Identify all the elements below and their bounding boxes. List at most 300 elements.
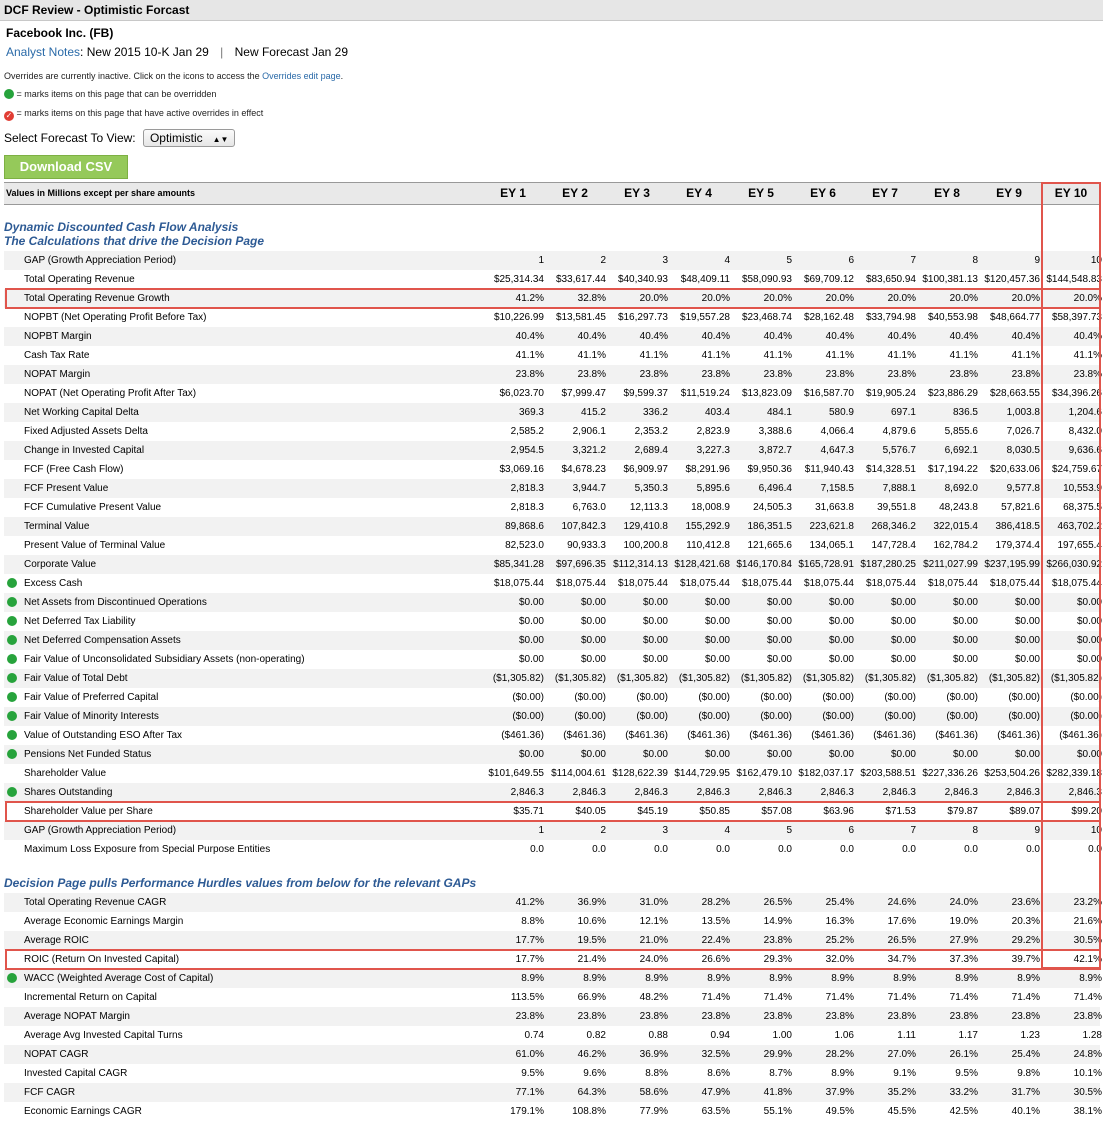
- cell-ey10: 42.1%: [1073, 954, 1102, 965]
- legend-red-text: = marks items on this page that have active overrides in effect: [16, 108, 264, 118]
- cell-ey9: 386,418.5: [995, 521, 1040, 532]
- cell-ey5: 40.4%: [763, 331, 792, 342]
- cell-ey2: $114,004.61: [551, 768, 606, 779]
- cell-ey9: $48,664.77: [989, 312, 1040, 323]
- cell-ey5: 71.4%: [763, 992, 792, 1003]
- cell-ey5: 121,665.6: [747, 540, 792, 551]
- cell-ey6: ($1,305.82): [802, 673, 854, 684]
- row-label: Total Operating Revenue CAGR: [24, 897, 167, 908]
- cell-ey2: 108.8%: [572, 1106, 606, 1117]
- cell-ey3: $6,909.97: [623, 464, 668, 475]
- cell-ey4: $128,421.68: [674, 559, 730, 570]
- overrides-status: [4, 71, 343, 81]
- cell-ey1: 61.0%: [515, 1049, 544, 1060]
- table-row: [4, 441, 1100, 460]
- row-label: Fair Value of Total Debt: [24, 673, 128, 684]
- cell-ey1: 41.2%: [515, 293, 544, 304]
- cell-ey10: $34,396.26: [1051, 388, 1102, 399]
- cell-ey8: 24.0%: [949, 897, 978, 908]
- cell-ey8: 0.0: [964, 844, 978, 855]
- row-label: Corporate Value: [24, 559, 97, 570]
- cell-ey6: 4,647.3: [820, 445, 854, 456]
- cell-ey5: $58,090.93: [741, 274, 792, 285]
- cell-ey2: 66.9%: [577, 992, 606, 1003]
- cell-ey9: 20.0%: [1011, 293, 1040, 304]
- cell-ey3: 41.1%: [639, 350, 668, 361]
- row-label: Shareholder Value per Share: [24, 806, 153, 817]
- cell-ey3: $112,314.13: [613, 559, 668, 570]
- cell-ey3: 23.8%: [639, 369, 668, 380]
- cell-ey3: 2,353.2: [634, 426, 668, 437]
- section1-title: Dynamic Discounted Cash Flow Analysis: [4, 220, 239, 234]
- overrides-inactive-text: Overrides are currently inactive. Click on the icons to access the: [4, 71, 260, 81]
- table-row: [4, 498, 1100, 517]
- cell-ey5: 8.7%: [769, 1068, 792, 1079]
- cell-ey6: 16.3%: [825, 916, 854, 927]
- cell-ey1: $0.00: [518, 597, 544, 608]
- cell-ey5: 23.8%: [763, 935, 792, 946]
- cell-ey10: 23.2%: [1073, 897, 1102, 908]
- cell-ey5: 8.9%: [769, 973, 792, 984]
- row-label: FCF (Free Cash Flow): [24, 464, 124, 475]
- cell-ey4: $144,729.95: [674, 768, 730, 779]
- cell-ey2: 36.9%: [577, 897, 606, 908]
- cell-ey2: 19.5%: [577, 935, 606, 946]
- cell-ey7: 147,728.4: [871, 540, 916, 551]
- cell-ey1: $0.00: [518, 749, 544, 760]
- table-row: [4, 346, 1100, 365]
- table-row: [4, 783, 1100, 802]
- cell-ey2: 32.8%: [577, 293, 606, 304]
- cell-ey7: 17.6%: [887, 916, 916, 927]
- cell-ey4: 0.0: [716, 844, 730, 855]
- cell-ey3: 58.6%: [639, 1087, 668, 1098]
- cell-ey9: 9: [1034, 825, 1040, 836]
- cell-ey10: 40.4%: [1073, 331, 1102, 342]
- cell-ey6: $69,709.12: [803, 274, 854, 285]
- cell-ey3: $18,075.44: [617, 578, 668, 589]
- cell-ey2: $4,678.23: [561, 464, 606, 475]
- cell-ey8: 71.4%: [949, 992, 978, 1003]
- table-row: [4, 669, 1100, 688]
- cell-ey4: 5,895.6: [696, 483, 730, 494]
- cell-ey4: ($0.00): [698, 692, 730, 703]
- cell-ey4: ($0.00): [698, 711, 730, 722]
- table-row: [4, 365, 1100, 384]
- cell-ey4: $0.00: [704, 597, 730, 608]
- cell-ey1: 1: [538, 825, 544, 836]
- cell-ey1: $0.00: [518, 635, 544, 646]
- cell-ey8: $0.00: [952, 597, 978, 608]
- cell-ey9: $0.00: [1014, 654, 1040, 665]
- cell-ey7: 40.4%: [887, 331, 916, 342]
- cell-ey6: 49.5%: [825, 1106, 854, 1117]
- cell-ey10: $282,339.18: [1046, 768, 1102, 779]
- cell-ey7: ($0.00): [884, 692, 916, 703]
- row-label: Fair Value of Minority Interests: [24, 711, 159, 722]
- cell-ey3: ($461.36): [625, 730, 668, 741]
- cell-ey8: $211,027.99: [923, 559, 978, 570]
- cell-ey4: $0.00: [704, 616, 730, 627]
- cell-ey7: 35.2%: [887, 1087, 916, 1098]
- cell-ey9: 40.1%: [1011, 1106, 1040, 1117]
- cell-ey4: 2,823.9: [696, 426, 730, 437]
- forecast-select[interactable]: [143, 129, 236, 147]
- override-dot-icon[interactable]: [7, 973, 17, 983]
- cell-ey4: 28.2%: [701, 897, 730, 908]
- cell-ey1: $3,069.16: [499, 464, 544, 475]
- cell-ey6: ($0.00): [822, 711, 854, 722]
- overrides-edit-link[interactable]: Overrides edit page: [262, 71, 341, 81]
- table-row: [4, 384, 1100, 403]
- cell-ey9: 9,577.8: [1006, 483, 1040, 494]
- cell-ey6: 4,066.4: [820, 426, 854, 437]
- cell-ey3: $16,297.73: [617, 312, 668, 323]
- download-csv-button[interactable]: Download CSV: [4, 155, 128, 179]
- table-row: [4, 1007, 1100, 1026]
- cell-ey1: ($461.36): [501, 730, 544, 741]
- cell-ey9: $237,195.99: [984, 559, 1040, 570]
- table-row: [4, 688, 1100, 707]
- cell-ey10: 9,636.6: [1068, 445, 1102, 456]
- cell-ey7: ($1,305.82): [864, 673, 916, 684]
- cell-ey10: 23.8%: [1073, 1011, 1102, 1022]
- cell-ey6: $0.00: [828, 654, 854, 665]
- row-label: Economic Earnings CAGR: [24, 1106, 142, 1117]
- cell-ey10: 23.8%: [1073, 369, 1102, 380]
- cell-ey8: 23.8%: [949, 369, 978, 380]
- cell-ey4: $48,409.11: [680, 274, 730, 285]
- cell-ey1: $18,075.44: [493, 578, 544, 589]
- override-dot-icon[interactable]: [7, 711, 17, 721]
- cell-ey10: 30.5%: [1073, 935, 1102, 946]
- table-row: [4, 612, 1100, 631]
- cell-ey6: 37.9%: [825, 1087, 854, 1098]
- override-dot-icon[interactable]: [7, 578, 17, 588]
- cell-ey8: 836.5: [952, 407, 978, 418]
- cell-ey1: 41.1%: [515, 350, 544, 361]
- cell-ey3: ($0.00): [636, 711, 668, 722]
- row-label: Average ROIC: [24, 935, 89, 946]
- table-row: [4, 821, 1100, 840]
- table-row: [4, 460, 1100, 479]
- cell-ey1: 2,954.5: [510, 445, 544, 456]
- cell-ey7: 23.8%: [887, 1011, 916, 1022]
- cell-ey6: $18,075.44: [803, 578, 854, 589]
- cell-ey4: 20.0%: [701, 293, 730, 304]
- cell-ey10: 0.0: [1088, 844, 1102, 855]
- cell-ey7: 23.8%: [887, 369, 916, 380]
- cell-ey2: 23.8%: [577, 369, 606, 380]
- cell-ey5: 484.1: [766, 407, 792, 418]
- override-dot-icon[interactable]: [7, 749, 17, 759]
- cell-ey6: $182,037.17: [798, 768, 854, 779]
- override-dot-icon[interactable]: [7, 597, 17, 607]
- cell-ey1: ($1,305.82): [492, 673, 544, 684]
- cell-ey7: $0.00: [890, 616, 916, 627]
- cell-ey2: $18,075.44: [555, 578, 606, 589]
- cell-ey7: 41.1%: [887, 350, 916, 361]
- cell-ey7: 7: [910, 255, 916, 266]
- cell-ey4: 13.5%: [701, 916, 730, 927]
- row-label: Fair Value of Unconsolidated Subsidiary Assets (non-operating): [24, 654, 305, 665]
- table-row: [4, 707, 1100, 726]
- table-row: [4, 270, 1100, 289]
- row-label: NOPAT CAGR: [24, 1049, 89, 1060]
- cell-ey2: $33,617.44: [555, 274, 606, 285]
- cell-ey5: 1.00: [772, 1030, 792, 1041]
- red-check-icon: ✓: [5, 111, 13, 120]
- col-ey10: EY 10: [1054, 186, 1088, 200]
- row-label: Invested Capital CAGR: [24, 1068, 128, 1079]
- cell-ey2: 6,763.0: [572, 502, 606, 513]
- cell-ey1: 9.5%: [521, 1068, 544, 1079]
- col-ey2: EY 2: [562, 186, 588, 200]
- cell-ey7: $0.00: [890, 749, 916, 760]
- cell-ey9: 23.6%: [1011, 897, 1040, 908]
- cell-ey8: $79.87: [947, 806, 978, 817]
- cell-ey4: 110,412.8: [686, 540, 730, 551]
- cell-ey7: $83,650.94: [865, 274, 916, 285]
- row-label: Average Avg Invested Capital Turns: [24, 1030, 183, 1041]
- cell-ey5: 0.0: [778, 844, 792, 855]
- cell-ey5: 186,351.5: [747, 521, 792, 532]
- cell-ey3: 24.0%: [639, 954, 668, 965]
- cell-ey9: 71.4%: [1011, 992, 1040, 1003]
- cell-ey7: 20.0%: [887, 293, 916, 304]
- col-ey9: EY 9: [996, 186, 1022, 200]
- override-dot-icon[interactable]: [7, 673, 17, 683]
- cell-ey8: 8.9%: [955, 973, 978, 984]
- row-label: ROIC (Return On Invested Capital): [24, 954, 180, 965]
- cell-ey10: 463,702.2: [1057, 521, 1102, 532]
- cell-ey8: 33.2%: [949, 1087, 978, 1098]
- cell-ey7: ($0.00): [884, 711, 916, 722]
- col-ey6: EY 6: [810, 186, 836, 200]
- cell-ey4: ($1,305.82): [678, 673, 730, 684]
- cell-ey3: ($1,305.82): [616, 673, 668, 684]
- cell-ey5: 41.8%: [763, 1087, 792, 1098]
- cell-ey1: 82,523.0: [505, 540, 544, 551]
- cell-ey2: $0.00: [580, 616, 606, 627]
- cell-ey9: ($1,305.82): [988, 673, 1040, 684]
- notes-divider: |: [220, 45, 224, 59]
- cell-ey6: 23.8%: [825, 369, 854, 380]
- cell-ey4: $11,519.24: [680, 388, 730, 399]
- cell-ey6: 2,846.3: [820, 787, 854, 798]
- cell-ey3: 2,846.3: [634, 787, 668, 798]
- cell-ey6: $165,728.91: [798, 559, 854, 570]
- cell-ey2: 21.4%: [577, 954, 606, 965]
- table-row: [4, 745, 1100, 764]
- cell-ey4: 2,846.3: [696, 787, 730, 798]
- cell-ey6: 28.2%: [825, 1049, 854, 1060]
- cell-ey2: 2,906.1: [572, 426, 606, 437]
- cell-ey9: ($0.00): [1008, 711, 1040, 722]
- col-ey4: EY 4: [686, 186, 712, 200]
- cell-ey6: 7,158.5: [820, 483, 854, 494]
- cell-ey7: 39,551.8: [877, 502, 916, 513]
- cell-ey5: 5: [786, 825, 792, 836]
- override-dot-icon[interactable]: [7, 654, 17, 664]
- col-ey1: EY 1: [500, 186, 526, 200]
- cell-ey8: $18,075.44: [927, 578, 978, 589]
- cell-ey8: 8: [972, 255, 978, 266]
- cell-ey5: ($0.00): [760, 692, 792, 703]
- cell-ey7: 268,346.2: [871, 521, 916, 532]
- cell-ey8: ($1,305.82): [926, 673, 978, 684]
- cell-ey8: 27.9%: [949, 935, 978, 946]
- cell-ey4: 0.94: [710, 1030, 730, 1041]
- cell-ey2: $40.05: [575, 806, 606, 817]
- override-dot-icon[interactable]: [7, 635, 17, 645]
- cell-ey2: 3,321.2: [572, 445, 606, 456]
- cell-ey5: 29.9%: [763, 1049, 792, 1060]
- cell-ey7: $0.00: [890, 635, 916, 646]
- cell-ey2: 2,846.3: [572, 787, 606, 798]
- cell-ey5: $13,823.09: [741, 388, 792, 399]
- cell-ey10: 21.6%: [1073, 916, 1102, 927]
- cell-ey3: 0.0: [654, 844, 668, 855]
- cell-ey8: ($461.36): [935, 730, 978, 741]
- override-dot-icon[interactable]: [7, 730, 17, 740]
- cell-ey1: $0.00: [518, 654, 544, 665]
- cell-ey10: 10.1%: [1073, 1068, 1102, 1079]
- cell-ey1: 369.3: [518, 407, 544, 418]
- cell-ey9: 9: [1034, 255, 1040, 266]
- cell-ey8: 23.8%: [949, 1011, 978, 1022]
- cell-ey7: $187,280.25: [860, 559, 916, 570]
- cell-ey4: $18,075.44: [679, 578, 730, 589]
- cell-ey3: 0.88: [648, 1030, 668, 1041]
- cell-ey2: ($1,305.82): [554, 673, 606, 684]
- cell-ey5: 5: [786, 255, 792, 266]
- table-row: [4, 308, 1100, 327]
- cell-ey8: 40.4%: [949, 331, 978, 342]
- cell-ey6: 71.4%: [825, 992, 854, 1003]
- cell-ey3: 77.9%: [639, 1106, 668, 1117]
- cell-ey7: 697.1: [890, 407, 916, 418]
- table-row: [4, 1064, 1100, 1083]
- table-row: [4, 1045, 1100, 1064]
- cell-ey8: $17,194.22: [927, 464, 978, 475]
- cell-ey6: $63.96: [823, 806, 854, 817]
- cell-ey1: 0.0: [530, 844, 544, 855]
- cell-ey8: $100,381.13: [922, 274, 978, 285]
- cell-ey5: $23,468.74: [741, 312, 792, 323]
- row-label: Value of Outstanding ESO After Tax: [24, 730, 183, 741]
- cell-ey4: $8,291.96: [685, 464, 730, 475]
- cell-ey7: $0.00: [890, 597, 916, 608]
- cell-ey6: $0.00: [828, 597, 854, 608]
- cell-ey8: $0.00: [952, 616, 978, 627]
- table-row: [4, 403, 1100, 422]
- cell-ey8: $0.00: [952, 749, 978, 760]
- col-ey5: EY 5: [748, 186, 774, 200]
- override-dot-icon[interactable]: [7, 692, 17, 702]
- table-row: [4, 422, 1100, 441]
- cell-ey7: 9.1%: [893, 1068, 916, 1079]
- cell-ey7: 5,576.7: [882, 445, 916, 456]
- cell-ey6: 25.2%: [825, 935, 854, 946]
- cell-ey10: 68,375.5: [1063, 502, 1102, 513]
- cell-ey1: $6,023.70: [499, 388, 544, 399]
- cell-ey6: 6: [848, 825, 854, 836]
- cell-ey8: 26.1%: [949, 1049, 978, 1060]
- cell-ey8: 1.17: [958, 1030, 978, 1041]
- table-header: [4, 182, 1100, 205]
- cell-ey10: 1,204.6: [1068, 407, 1102, 418]
- cell-ey1: $35.71: [513, 806, 544, 817]
- cell-ey10: $0.00: [1076, 635, 1102, 646]
- cell-ey4: 403.4: [704, 407, 730, 418]
- cell-ey1: 0.74: [524, 1030, 544, 1041]
- cell-ey9: ($461.36): [997, 730, 1040, 741]
- cell-ey9: 179,374.4: [995, 540, 1040, 551]
- cell-ey10: ($0.00): [1070, 692, 1102, 703]
- cell-ey3: $0.00: [642, 597, 668, 608]
- cell-ey4: 47.9%: [701, 1087, 730, 1098]
- cell-ey2: $0.00: [580, 654, 606, 665]
- row-label: Fair Value of Preferred Capital: [24, 692, 159, 703]
- cell-ey6: $0.00: [828, 749, 854, 760]
- cell-ey3: 36.9%: [639, 1049, 668, 1060]
- cell-ey2: 107,842.3: [561, 521, 606, 532]
- cell-ey7: 27.0%: [887, 1049, 916, 1060]
- cell-ey3: 100,200.8: [623, 540, 668, 551]
- row-label: Present Value of Terminal Value: [24, 540, 166, 551]
- cell-ey2: $0.00: [580, 749, 606, 760]
- table-row: [4, 1026, 1100, 1045]
- cell-ey5: ($1,305.82): [740, 673, 792, 684]
- row-label: FCF Present Value: [24, 483, 109, 494]
- cell-ey5: $0.00: [766, 616, 792, 627]
- cell-ey8: $0.00: [952, 654, 978, 665]
- cell-ey7: 7: [910, 825, 916, 836]
- analyst-notes-link[interactable]: Analyst Notes: [6, 45, 81, 59]
- cell-ey3: $45.19: [637, 806, 668, 817]
- revenue-growth-row-highlight: [5, 288, 1101, 309]
- cell-ey4: 23.8%: [701, 1011, 730, 1022]
- cell-ey3: 8.9%: [645, 973, 668, 984]
- cell-ey5: $0.00: [766, 654, 792, 665]
- override-dot-icon[interactable]: [7, 787, 17, 797]
- cell-ey10: $24,759.67: [1051, 464, 1102, 475]
- cell-ey5: 23.8%: [763, 1011, 792, 1022]
- table-row: [4, 1102, 1100, 1121]
- cell-ey10: 10: [1090, 255, 1102, 266]
- cell-ey6: 134,065.1: [809, 540, 854, 551]
- cell-ey4: 32.5%: [701, 1049, 730, 1060]
- cell-ey10: 20.0%: [1073, 293, 1102, 304]
- cell-ey3: $0.00: [642, 749, 668, 760]
- row-label: Shares Outstanding: [24, 787, 113, 798]
- table-row: [4, 327, 1100, 346]
- cell-ey6: 0.0: [840, 844, 854, 855]
- override-dot-icon[interactable]: [7, 616, 17, 626]
- cell-ey5: 3,388.6: [758, 426, 792, 437]
- cell-ey5: $162,479.10: [736, 768, 792, 779]
- cell-ey1: 17.7%: [515, 935, 544, 946]
- cell-ey2: $0.00: [580, 635, 606, 646]
- row-label: Cash Tax Rate: [24, 350, 90, 361]
- section2-title: Decision Page pulls Performance Hurdles values from below for the relevant GAPs: [4, 876, 477, 890]
- cell-ey1: 1: [538, 255, 544, 266]
- cell-ey1: ($0.00): [512, 692, 544, 703]
- cell-ey9: 31.7%: [1011, 1087, 1040, 1098]
- cell-ey3: 21.0%: [639, 935, 668, 946]
- cell-ey10: $266,030.92: [1046, 559, 1102, 570]
